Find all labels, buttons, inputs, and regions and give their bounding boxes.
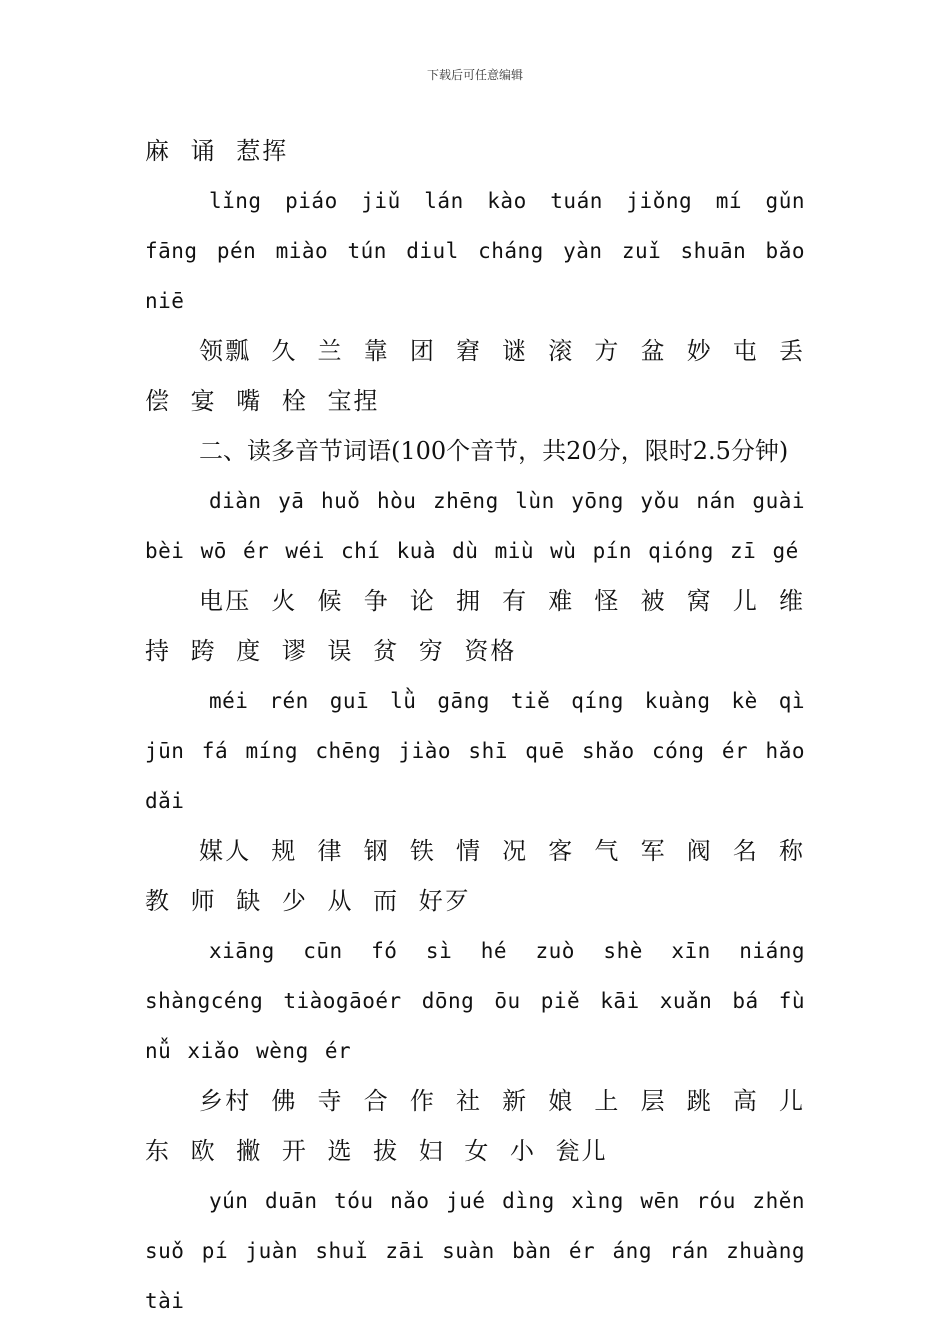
paragraph-pinyin-3: méi rén guī lǜ gāng tiě qíng kuàng kè qì jūn fá míng chēng jiào shī quē shǎo cóng ér hǎo dǎi [145,689,805,813]
paragraph-hanzi-3: 电压 火 候 争 论 拥 有 难 怪 被 窝 儿 维 持 跨 度 谬 误 贫 穷 资格 [145,587,805,665]
document-body [145,126,805,1326]
section-heading: 二、读多音节词语(100个音节，共20分，限时2.5分钟) [199,437,789,465]
paragraph-hanzi-1: 麻 诵 惹挥 [145,137,289,165]
paragraph-pinyin-2: diàn yā huǒ hòu zhēng lùn yōng yǒu nán guài bèi wō ér wéi chí kuà dù miù wù pín qióng zī gé [145,489,805,563]
paragraph-pinyin-1: lǐng piáo jiǔ lán kào tuán jiǒng mí gǔn fāng pén miào tún diul cháng yàn zuǐ shuān bǎo niē [145,189,805,313]
paragraph-hanzi-4: 媒人 规 律 钢 铁 情 况 客 气 军 阀 名 称 教 师 缺 少 从 而 好歹 [145,837,805,915]
page-header-note: 下载后可任意编辑 [426,68,523,82]
paragraph-hanzi-5: 乡村 佛 寺 合 作 社 新 娘 上 层 跳 高 儿 东 欧 撇 开 选 拔 妇 女 小 瓮儿 [145,1087,805,1165]
paragraph-pinyin-4: xiāng cūn fó sì hé zuò shè xīn niáng shàngcéng tiàogāoér dōng ōu piě kāi xuǎn bá fù nǚ xiǎo wèng ér [145,939,805,1063]
paragraph-hanzi-2: 领瓢 久 兰 靠 团 窘 谜 滚 方 盆 妙 屯 丢 偿 宴 嘴 栓 宝捏 [145,337,805,415]
paragraph-pinyin-5: yún duān tóu nǎo jué dìng xìng wēn róu zhěn suǒ pí juàn shuǐ zāi suàn bàn ér áng rán zhuàng tài [145,1189,805,1313]
